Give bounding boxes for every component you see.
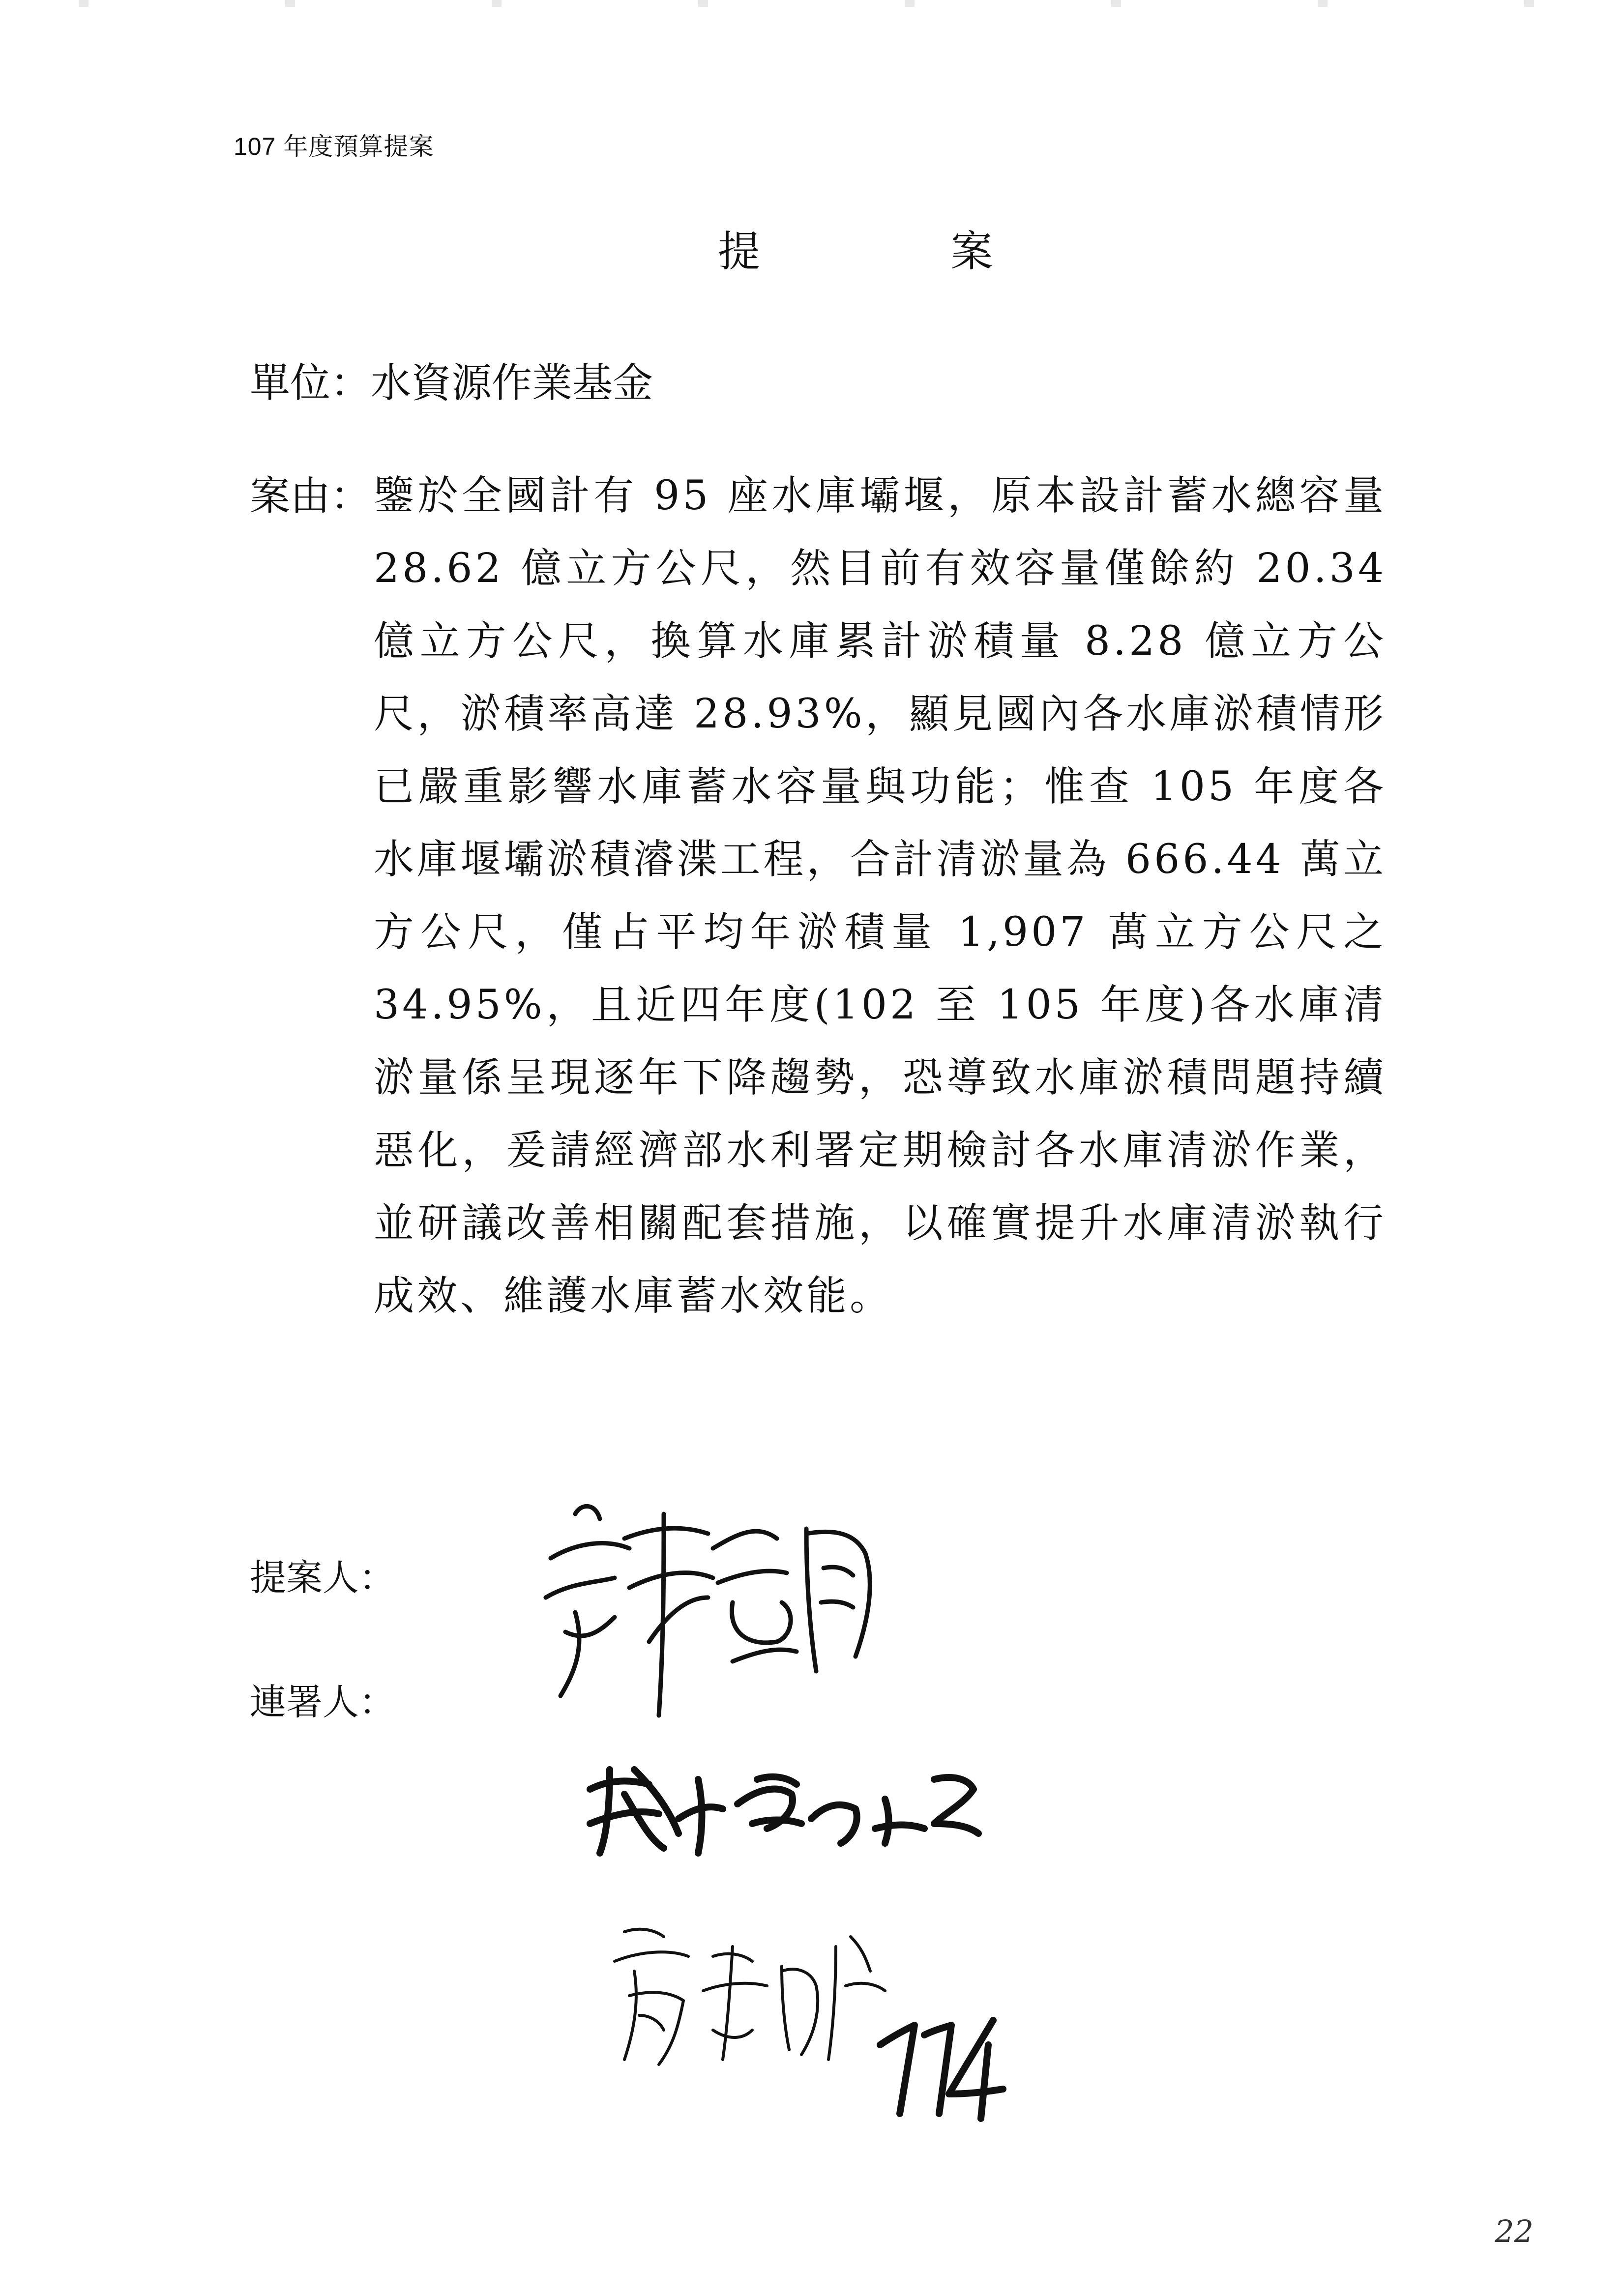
unit-label: 單位：	[250, 360, 371, 407]
reason-text: 鑒於全國計有 95 座水庫壩堰，原本設計蓄水總容量 28.62 億立方公尺，然目前有效容量僅餘約 20.34 億立方公尺，換算水庫累計淤積量 8.28 億立方公尺，淤積率高達 28.93%，顯見國內各水庫淤積情形已嚴重影響水庫蓄水容量與功能；惟查 105 年度各水庫堰壩淤積濬渫工程，合計清淤量為 666.44 萬立方公尺，僅占平均年淤積量 1,907 萬立方公尺之 34.95%，且近四年度(102 至 105 年度)各水庫清淤量係呈現逐年下降趨勢，恐導致水庫淤積問題持續惡化，爰請經濟部水利署定期檢討各水庫清淤作業，並研議改善相關配套措施，以確實提升水庫清淤執行成效、維護水庫蓄水效能。	[374, 472, 1387, 1319]
document-title: 提 案	[718, 227, 1082, 276]
header-label: 107 年度預算提案	[234, 133, 434, 160]
unit-field	[250, 359, 653, 408]
cosigner-signature-2	[605, 1917, 1008, 2123]
cosigner-label: 連署人：	[250, 1681, 395, 1723]
cosigner-signature-1	[580, 1750, 983, 1863]
scan-edge-artifact	[0, 0, 1624, 7]
proposer-label: 提案人：	[250, 1557, 395, 1599]
proposer-signature	[502, 1484, 895, 1730]
unit-value: 水資源作業基金	[371, 360, 653, 407]
reason-label: 案由：	[250, 473, 371, 520]
page-number-mark: 22	[1495, 2213, 1534, 2249]
